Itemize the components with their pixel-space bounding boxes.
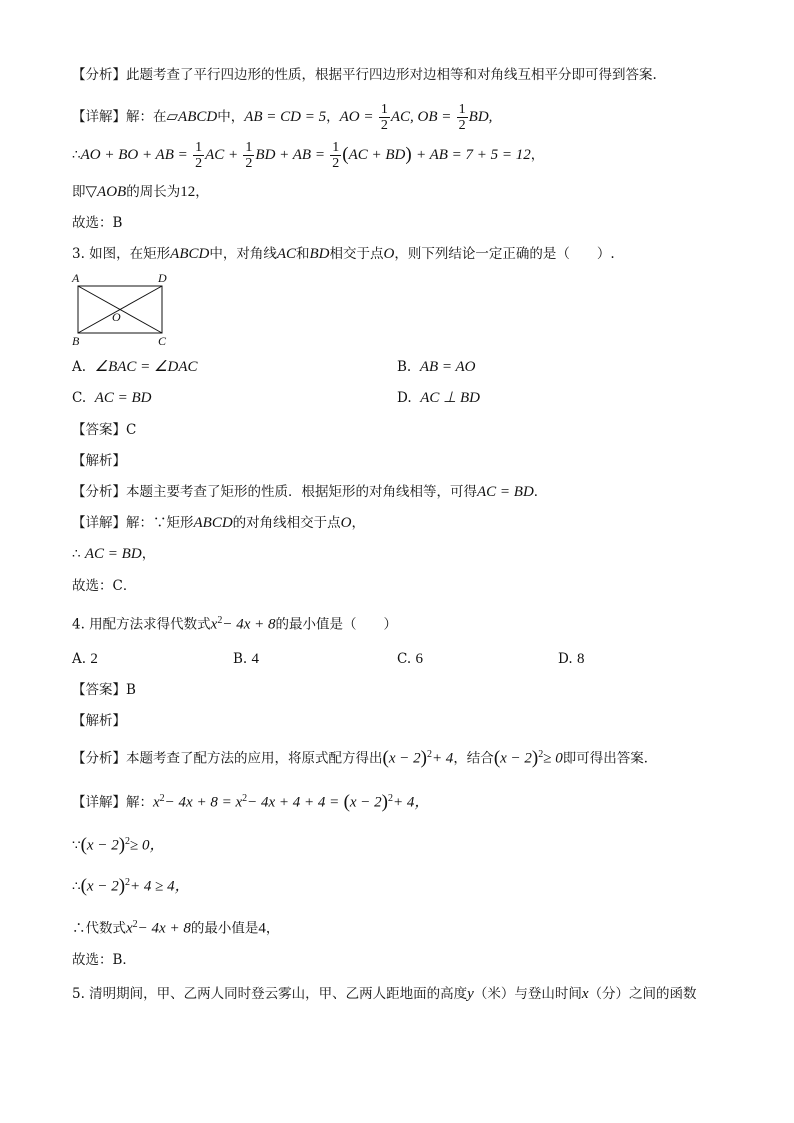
- q2-paren-inner: AC + BD: [348, 147, 406, 163]
- q3-stem-e: ，则下列结论一定正确的是（ ）.: [394, 246, 615, 262]
- q4-because: ∵(x − 2)$^2$≥ 0，: [72, 834, 165, 856]
- q2-perimeter-val: 12: [180, 184, 196, 200]
- q3-detail: 【详解】解：∵矩形ABCD的对角线相交于点O，: [72, 515, 366, 531]
- q4-jiexi: 【解析】: [72, 713, 126, 729]
- parallelogram-symbol: ▱: [166, 109, 179, 125]
- q2-t-ac: AC +: [205, 147, 239, 163]
- q3-option-b: B. AB = AO: [397, 359, 476, 375]
- q2-sum-tail: ，: [530, 147, 545, 163]
- q3-therefore: ∴ AC = BD，: [72, 546, 156, 562]
- q4-analysis: 【分析】本题考查了配方法的应用，将原式配方得出$(x - 2)^2+ 4$，结合$(x - 2)^2\ge 0$即可得出答案．: [72, 747, 658, 769]
- q3-stem-a: 3. 如图，在矩形: [72, 246, 171, 262]
- q4-answer: 【答案】B: [72, 682, 136, 698]
- q4-conclusion: ∴代数式$x^2- 4x + 8$的最小值是4，: [72, 919, 280, 937]
- q2-ac-ob: AC, OB =: [390, 109, 452, 125]
- half-fraction: $\frac{1}{2}$: [458, 102, 466, 133]
- q2-detail-line: [72, 100, 492, 134]
- q5-stem: 5. 清明期间，甲、乙两人同时登云雾山，甲、乙两人距地面的高度y（米）与登山时间x（分）之间的函数: [72, 986, 697, 1002]
- figure-label-c: C: [158, 334, 167, 348]
- half-fraction: $\frac{1}{2}$: [380, 102, 388, 133]
- q2-analysis: 【分析】此题考查了平行四边形的性质，根据平行四边形对边相等和对角线互相平分即可得到答案.: [72, 67, 657, 83]
- q3-stem-ac: AC: [276, 246, 297, 262]
- q4-option-d: D. 8: [558, 651, 585, 667]
- q4-option-b: B. 4: [233, 651, 260, 667]
- q2-detail-label: 【详解】解：在: [72, 109, 167, 125]
- q2-sum-line: ∴AO + BO + AB = $\frac{1}{2}$ AC + $\frac{1}{2}$ BD + AB = $\frac{1}{2}$ (AC + BD) + AB = 7 + 5 = 12，: [72, 140, 545, 171]
- q2-sum-end: + AB = 7 + 5 = 12: [416, 147, 531, 163]
- half-fraction: $\frac{1}{2}$: [245, 140, 253, 171]
- q2-t-bd: BD + AB =: [255, 147, 325, 163]
- figure-label-a: A: [72, 271, 80, 285]
- q3-jiexi: 【解析】: [72, 453, 126, 469]
- q3-stem: [72, 245, 615, 263]
- q2-perimeter-end: ，: [195, 184, 209, 200]
- q2-sep: ，: [326, 109, 340, 125]
- q3-stem-o: O: [383, 246, 395, 262]
- q2-perimeter-mid: 的周长为: [126, 184, 181, 200]
- q4-choose: 故选：B．: [72, 952, 136, 968]
- q2-perimeter-pre: 即: [72, 184, 86, 200]
- figure-label-b: B: [72, 334, 80, 348]
- q3-analysis: 【分析】本题主要考查了矩形的性质．根据矩形的对角线相等，可得AC = BD．: [72, 484, 548, 500]
- triangle-symbol: ▽: [85, 184, 98, 200]
- q3-answer: 【答案】C: [72, 422, 137, 438]
- half-fraction: $\frac{1}{2}$: [332, 140, 340, 171]
- half-fraction: $\frac{1}{2}$: [195, 140, 203, 171]
- q3-option-d: D. AC ⊥ BD: [397, 390, 480, 406]
- q2-aob: AOB: [97, 184, 127, 200]
- q3-option-a: A. ∠BAC = ∠DAC: [72, 359, 198, 375]
- figure-label-o: O: [112, 310, 121, 324]
- q3-stem-bd: BD: [309, 246, 330, 262]
- q3-option-c: C. AC = BD: [72, 390, 152, 406]
- q2-abcd: ABCD: [178, 109, 218, 125]
- q4-stem: 4. 用配方法求得代数式$x^2- 4x + 8$的最小值是（ ）: [72, 615, 397, 633]
- figure-label-d: D: [158, 271, 167, 285]
- therefore-symbol: ∴: [72, 147, 81, 163]
- q4-option-a: A. 2: [72, 651, 98, 667]
- q2-eq1: AB = CD = 5: [244, 109, 327, 125]
- rectangle-figure: [70, 270, 180, 350]
- q3-stem-c: 和: [296, 246, 310, 262]
- q2-perimeter-line: [72, 183, 209, 201]
- q3-stem-d: 相交于点: [329, 246, 384, 262]
- q4-therefore: ∴(x − 2)$^2$+ 4 ≥ 4，: [72, 875, 190, 897]
- q3-choose: 故选：C．: [72, 578, 137, 594]
- q2-bd-end: BD,: [468, 109, 493, 125]
- q2-answer: 故选：B: [72, 215, 123, 231]
- q3-stem-abcd: ABCD: [170, 246, 210, 262]
- q4-detail: 【详解】解：$x^2- 4x + 8 = x^2- 4x + 4 + 4 = (x - 2)^2+ 4$，: [72, 791, 430, 813]
- q2-detail-mid: 中，: [217, 109, 245, 125]
- q4-option-c: C. 6: [397, 651, 423, 667]
- q2-ao-eq: AO =: [339, 109, 374, 125]
- q2-sum-lhs: AO + BO + AB =: [80, 147, 188, 163]
- q3-stem-b: 中，对角线: [209, 246, 277, 262]
